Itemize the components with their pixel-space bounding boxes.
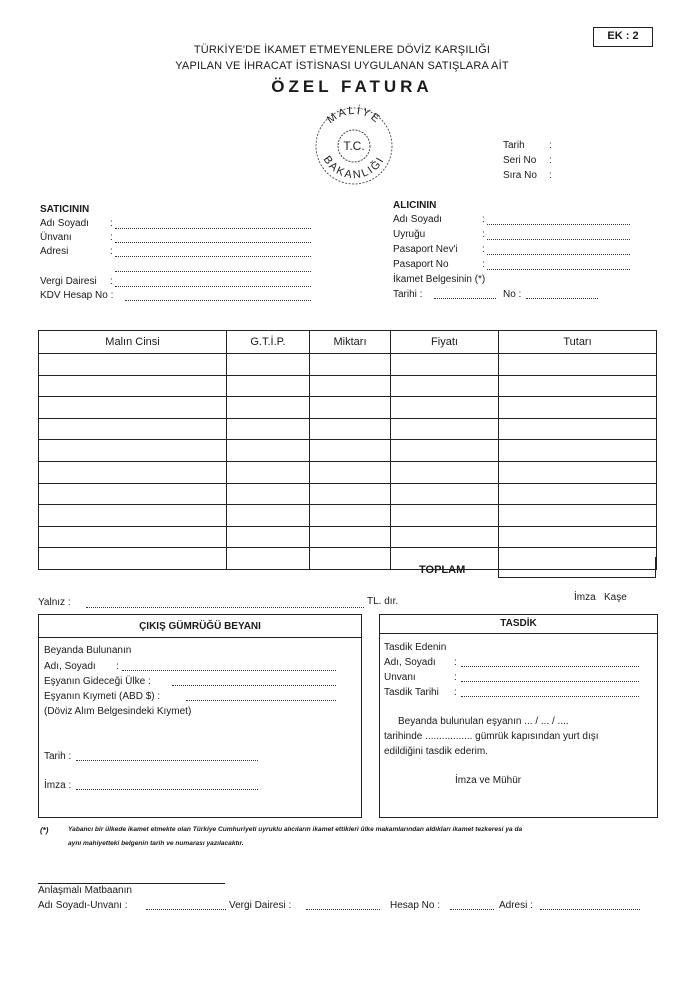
cell-price[interactable] xyxy=(391,526,499,548)
approval-approver-label: Tasdik Edenin xyxy=(384,642,447,653)
cell-amount[interactable] xyxy=(499,418,657,440)
colon: : xyxy=(482,244,485,255)
printer-name-label: Adı Soyadı-Unvanı : xyxy=(38,900,128,911)
colon: : xyxy=(116,661,119,672)
buyer-nationality-field[interactable] xyxy=(487,239,630,240)
printer-address-field[interactable] xyxy=(540,909,640,910)
cell-quantity[interactable] xyxy=(310,397,391,419)
customs-value-label: Eşyanın Kıymeti (ABD $) : xyxy=(44,691,161,702)
seal-top-text: MALİYE xyxy=(324,104,384,127)
cell-quantity[interactable] xyxy=(310,354,391,376)
approval-date-label: Tasdik Tarihi xyxy=(384,687,439,698)
seller-address-field-2[interactable] xyxy=(115,271,311,272)
in-words-label: Yalnız : xyxy=(38,597,71,608)
document-title: ÖZEL FATURA xyxy=(271,77,433,96)
table-row xyxy=(39,418,657,440)
table-row xyxy=(39,440,657,462)
seller-address-label: Adresi xyxy=(40,246,69,257)
table-row xyxy=(39,505,657,527)
cell-product[interactable] xyxy=(39,505,227,527)
column-header-amount: Tutarı xyxy=(499,331,657,354)
seller-tax-office-field[interactable] xyxy=(115,286,311,287)
buyer-name-field[interactable] xyxy=(487,224,630,225)
seller-title: SATICININ xyxy=(40,204,90,215)
cell-amount[interactable] xyxy=(499,440,657,462)
cell-gtip[interactable] xyxy=(227,354,310,376)
items-header-row xyxy=(39,331,657,354)
colon: : xyxy=(454,687,457,698)
table-row xyxy=(39,397,657,419)
buyer-nationality-label: Uyruğu xyxy=(393,229,426,240)
cell-gtip[interactable] xyxy=(227,461,310,483)
printer-address-label: Adresi : xyxy=(499,900,533,911)
cell-price[interactable] xyxy=(391,461,499,483)
approval-title: TASDİK xyxy=(500,618,537,629)
cell-gtip[interactable] xyxy=(227,526,310,548)
total-amount-field[interactable] xyxy=(498,557,656,578)
seller-name-field[interactable] xyxy=(115,228,311,229)
cell-product[interactable] xyxy=(39,461,227,483)
approval-name-field[interactable] xyxy=(461,666,639,667)
cell-product[interactable] xyxy=(39,440,227,462)
customs-value-field[interactable] xyxy=(186,700,336,701)
cell-amount[interactable] xyxy=(499,375,657,397)
cell-amount[interactable] xyxy=(499,483,657,505)
cell-quantity[interactable] xyxy=(310,483,391,505)
cell-gtip[interactable] xyxy=(227,440,310,462)
in-words-field[interactable] xyxy=(86,607,364,608)
seller-name-label: Adı Soyadı xyxy=(40,218,89,229)
cell-product[interactable] xyxy=(39,526,227,548)
seller-title-field[interactable] xyxy=(115,242,311,243)
customs-signature-field[interactable] xyxy=(76,789,258,790)
buyer-passport-type-label: Pasaport Nev'i xyxy=(393,244,458,255)
buyer-residence-label: İkamet Belgesinin (*) xyxy=(393,274,486,285)
colon: : xyxy=(110,232,113,243)
cell-gtip[interactable] xyxy=(227,505,310,527)
table-row xyxy=(39,483,657,505)
customs-destination-label: Eşyanın Gideceği Ülke : xyxy=(44,676,151,687)
cell-gtip[interactable] xyxy=(227,483,310,505)
seal-center-text: T.C. xyxy=(343,139,365,153)
cell-price[interactable] xyxy=(391,418,499,440)
cell-amount[interactable] xyxy=(499,397,657,419)
column-header-gtip: G.T.İ.P. xyxy=(227,331,310,354)
cell-quantity[interactable] xyxy=(310,461,391,483)
colon: : xyxy=(454,672,457,683)
approval-paragraph-line-3: edildiğini tasdik ederim. xyxy=(384,746,488,757)
cell-gtip[interactable] xyxy=(227,418,310,440)
column-header-price: Fiyatı xyxy=(391,331,499,354)
printer-account-label: Hesap No : xyxy=(390,900,441,911)
meta-field-tarih: Tarih : xyxy=(503,140,552,151)
cell-price[interactable] xyxy=(391,483,499,505)
customs-destination-field[interactable] xyxy=(172,685,336,686)
signature-stamp-label: İmza Kaşe xyxy=(574,592,627,603)
colon: : xyxy=(110,276,113,287)
header-line-2: YAPILAN VE İHRACAT İSTİSNASI UYGULANAN SATIŞLARA AİT xyxy=(175,60,509,72)
printer-tax-office-field[interactable] xyxy=(306,909,380,910)
meta-field-seri-no: Seri No : xyxy=(503,155,552,166)
printer-account-field[interactable] xyxy=(450,909,494,910)
svg-text:MALİYE xyxy=(325,104,383,126)
approval-title-field[interactable] xyxy=(461,681,639,682)
buyer-passport-no-label: Pasaport No xyxy=(393,259,449,270)
colon: : xyxy=(482,214,485,225)
seal-bottom-text: BAKANLIĞI xyxy=(320,153,388,182)
footnote-line-1: Yabancı bir ülkede ikamet etmekte olan Türkiye Cumhuriyeti uyruklu alıcıların ikamet ettikleri ülke makamlarından aldıkları ikamet tezkeresi ya da xyxy=(68,826,523,833)
column-header-quantity: Miktarı xyxy=(310,331,391,354)
approval-paragraph-line-2: tarihinde ................. gümrük kapısından yurt dışı xyxy=(384,731,599,742)
printer-tax-office-label: Vergi Dairesi : xyxy=(229,900,292,911)
customs-date-label: Tarih : xyxy=(44,751,72,762)
cell-amount[interactable] xyxy=(499,461,657,483)
svg-text:BAKANLIĞI xyxy=(321,154,388,181)
cell-quantity[interactable] xyxy=(310,440,391,462)
cell-price[interactable] xyxy=(391,505,499,527)
customs-declarant-label: Beyanda Bulunanın xyxy=(44,645,132,656)
buyer-passport-no-field[interactable] xyxy=(487,269,630,270)
ministry-seal xyxy=(306,100,402,192)
tl-label: TL. dır. xyxy=(367,596,399,607)
cell-amount[interactable] xyxy=(499,505,657,527)
cell-gtip[interactable] xyxy=(227,375,310,397)
buyer-title: ALICININ xyxy=(393,200,437,211)
cell-price[interactable] xyxy=(391,375,499,397)
cell-product[interactable] xyxy=(39,548,227,570)
cell-product[interactable] xyxy=(39,418,227,440)
seller-address-field[interactable] xyxy=(115,256,311,257)
customs-date-field[interactable] xyxy=(76,760,258,761)
table-row xyxy=(39,354,657,376)
table-row xyxy=(39,526,657,548)
table-row xyxy=(39,375,657,397)
seller-tax-office-label: Vergi Dairesi xyxy=(40,276,97,287)
customs-name-label: Adı, Soyadı xyxy=(44,661,96,672)
total-label: TOPLAM xyxy=(419,564,466,576)
cell-product[interactable] xyxy=(39,354,227,376)
approval-paragraph-line-1: Beyanda bulunulan eşyanın ... / ... / .... xyxy=(398,716,569,727)
seller-title-label: Ünvanı xyxy=(40,232,72,243)
buyer-passport-type-field[interactable] xyxy=(487,254,630,255)
customs-value-note: (Döviz Alım Belgesindeki Kıymet) xyxy=(44,706,192,717)
colon: : xyxy=(482,259,485,270)
buyer-residence-date-field[interactable] xyxy=(434,298,496,299)
cell-amount[interactable] xyxy=(499,526,657,548)
header-line-1: TÜRKİYE'DE İKAMET ETMEYENLERE DÖVİZ KARŞILIĞI xyxy=(193,44,491,56)
table-row xyxy=(39,461,657,483)
footnote-marker: (*) xyxy=(40,826,49,835)
customs-signature-label: İmza : xyxy=(44,780,72,791)
customs-name-field[interactable] xyxy=(122,670,336,671)
approval-title-label: Unvanı xyxy=(384,672,416,683)
approval-date-field[interactable] xyxy=(461,696,639,697)
cell-product[interactable] xyxy=(39,397,227,419)
printer-title: Anlaşmalı Matbaanın xyxy=(38,885,132,896)
cell-quantity[interactable] xyxy=(310,505,391,527)
colon: : xyxy=(482,229,485,240)
colon: : xyxy=(110,218,113,229)
column-header-product: Malın Cinsi xyxy=(39,331,227,354)
colon: : xyxy=(454,657,457,668)
cell-amount[interactable] xyxy=(499,354,657,376)
ek-label: EK : 2 xyxy=(607,30,639,42)
approval-signature-label: İmza ve Mühür xyxy=(455,775,522,786)
cell-price[interactable] xyxy=(391,440,499,462)
cell-quantity[interactable] xyxy=(310,418,391,440)
meta-field-sira-no: Sıra No : xyxy=(503,170,552,181)
cell-product[interactable] xyxy=(39,375,227,397)
printer-divider xyxy=(38,883,225,884)
cell-quantity[interactable] xyxy=(310,375,391,397)
cell-quantity[interactable] xyxy=(310,526,391,548)
buyer-residence-no-label: No : xyxy=(503,289,522,300)
printer-name-field[interactable] xyxy=(146,909,226,910)
seller-vat-account-label: KDV Hesap No : xyxy=(40,290,114,301)
customs-title: ÇIKIŞ GÜMRÜĞÜ BEYANI xyxy=(139,621,261,632)
items-table xyxy=(38,330,657,570)
cell-product[interactable] xyxy=(39,483,227,505)
cell-quantity[interactable] xyxy=(310,548,391,570)
cell-price[interactable] xyxy=(391,354,499,376)
cell-gtip[interactable] xyxy=(227,397,310,419)
colon: : xyxy=(110,246,113,257)
seller-vat-account-field[interactable] xyxy=(125,300,311,301)
approval-name-label: Adı, Soyadı xyxy=(384,657,436,668)
cell-price[interactable] xyxy=(391,397,499,419)
buyer-name-label: Adı Soyadı xyxy=(393,214,442,225)
buyer-residence-no-field[interactable] xyxy=(526,298,598,299)
footnote-line-2: aynı mahiyetteki belgenin tarih ve numarası yazılacaktır. xyxy=(68,840,244,847)
cell-gtip[interactable] xyxy=(227,548,310,570)
buyer-residence-date-label: Tarihi : xyxy=(393,289,423,300)
